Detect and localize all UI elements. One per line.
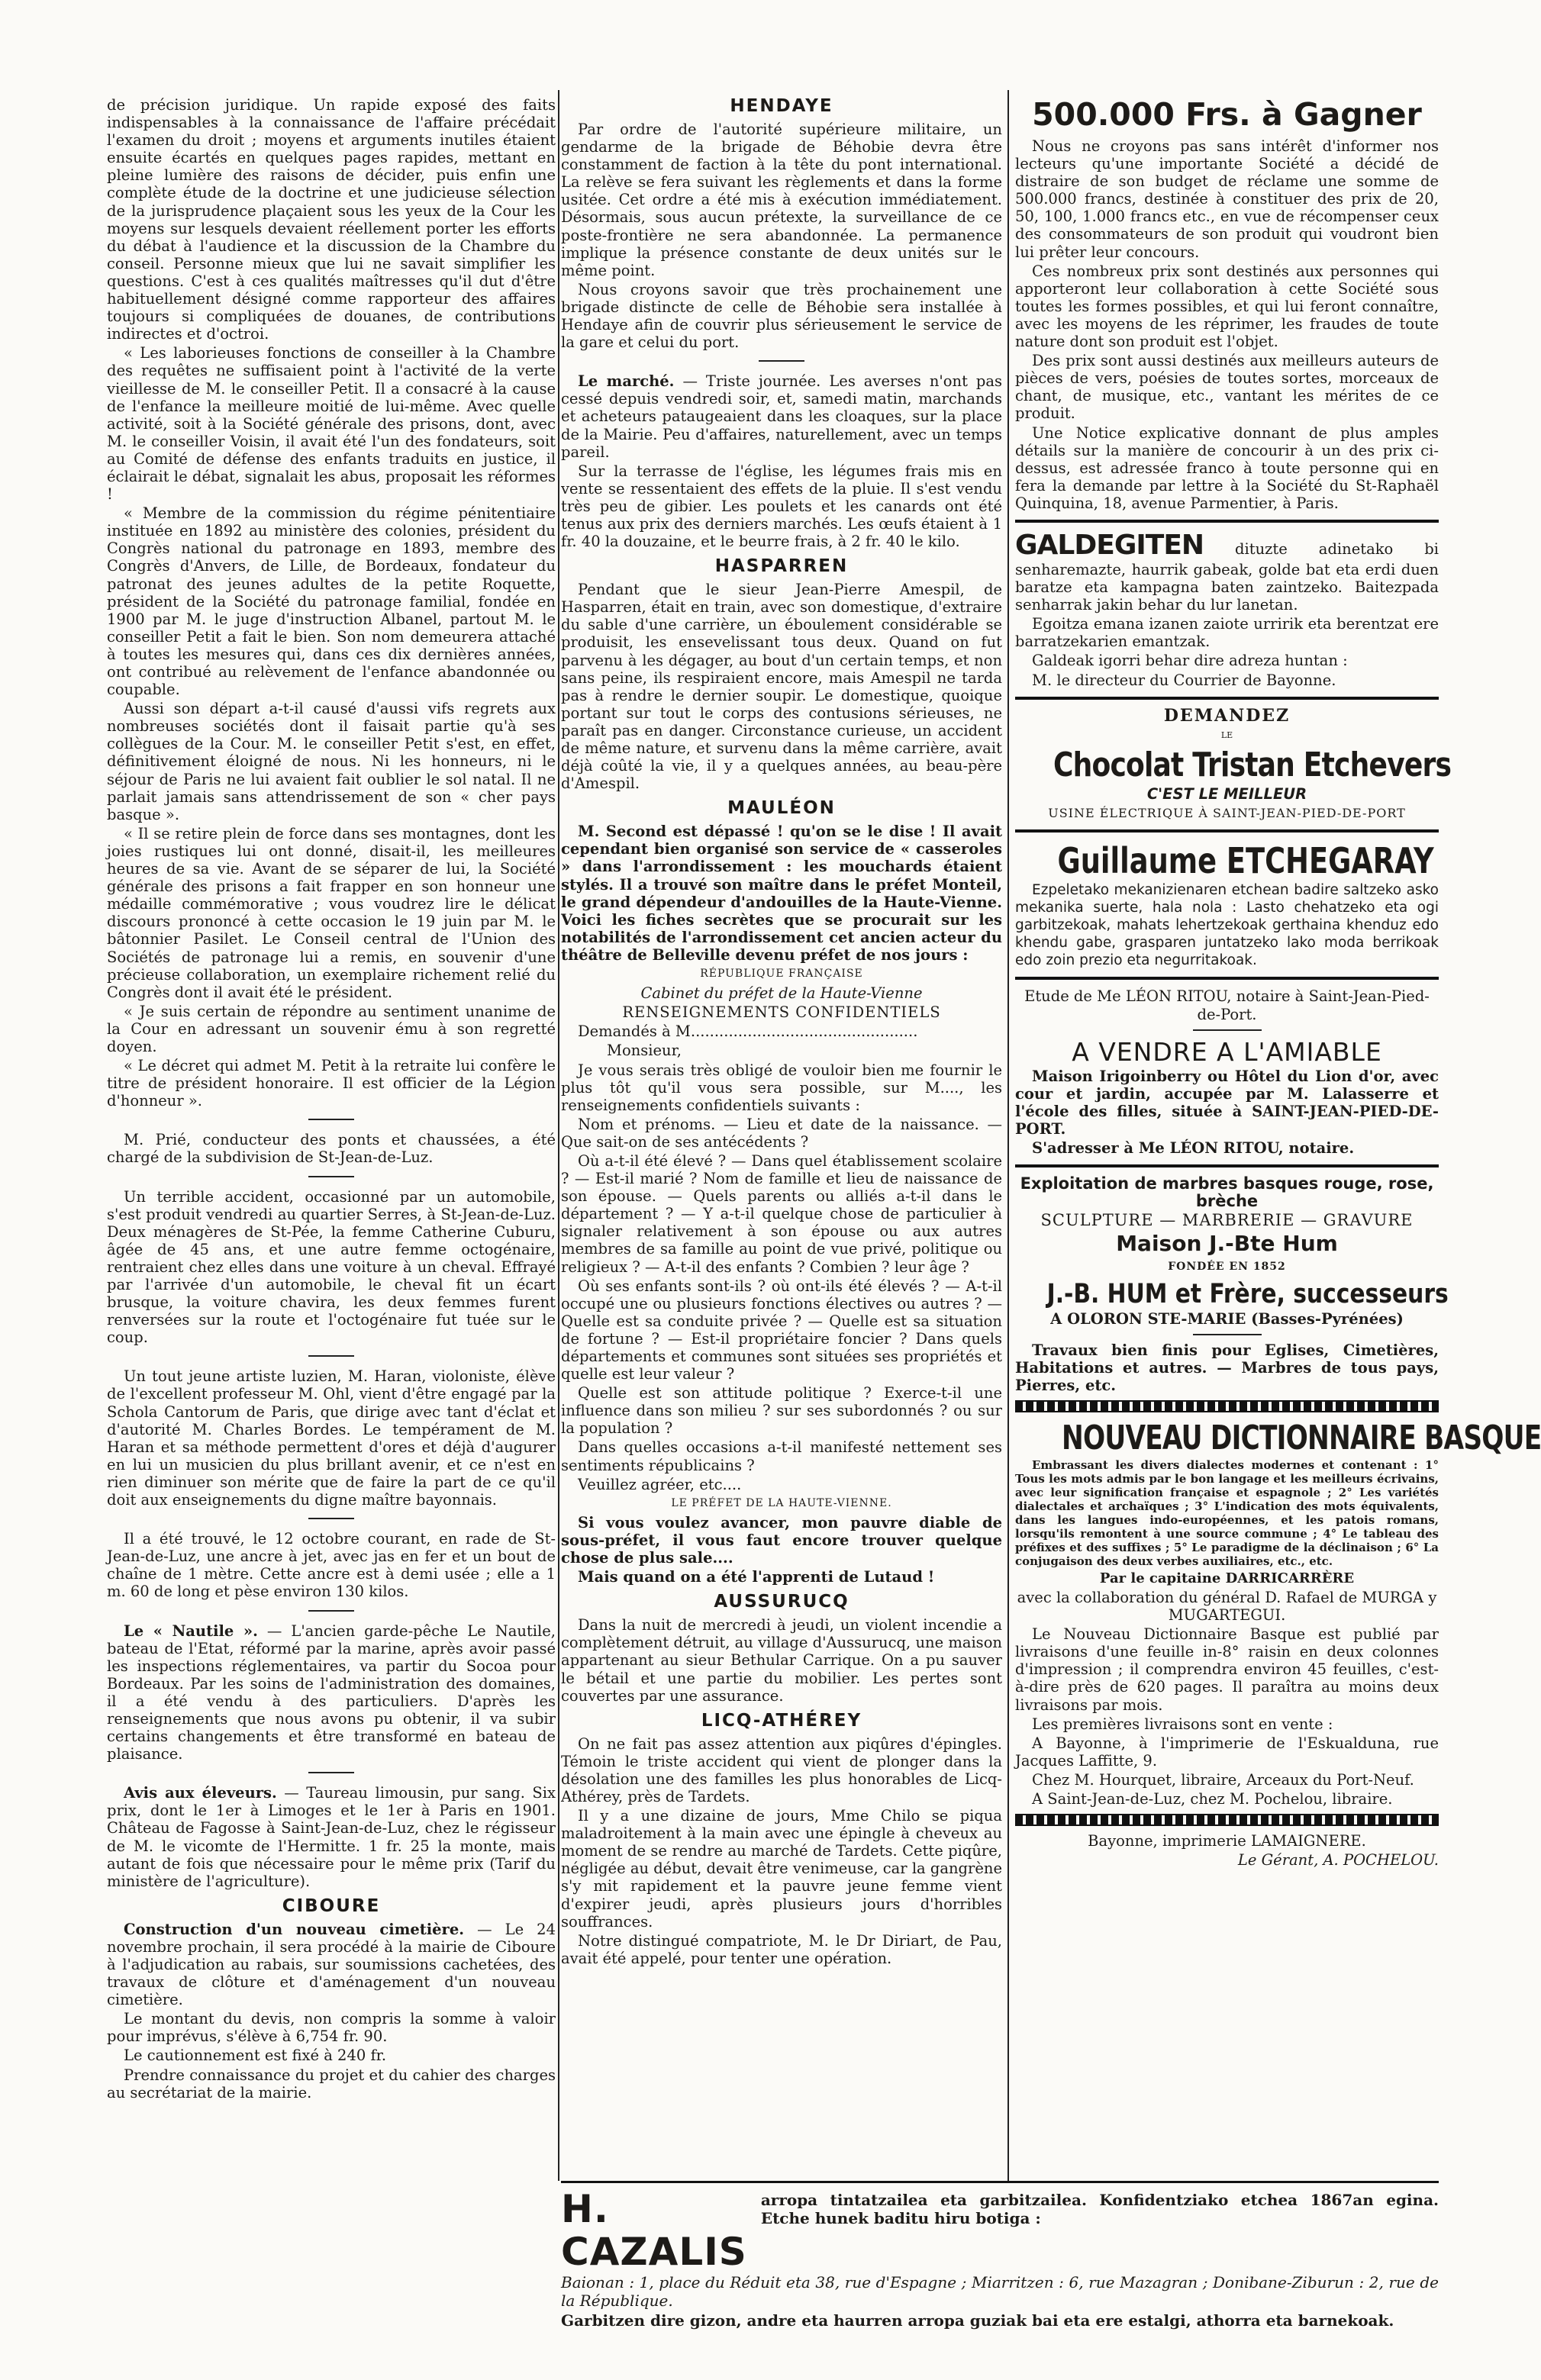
le-label: LE	[1220, 729, 1233, 740]
dict-collab: avec la collaboration du général D. Rafael de MURGA y MUGARTEGUI.	[1017, 1588, 1437, 1625]
article-text: — L'ancien garde-pêche Le Nautile, bateau de l'Etat, réformé par la marine, après avoir passé les inspections réglementaires, va partir du Socoa pour Bordeaux. Par les soins de l'administration des domaines, il a été vendu à des particuliers. D'après les renseignements que nous avons pu obtenir, il va subir certains changements et être transformé en bateau de plaisance.	[107, 1622, 556, 1763]
ad-paragraph: A Saint-Jean-de-Luz, chez M. Pochelou, libraire.	[1032, 1790, 1393, 1808]
column-3-adverts	[1015, 96, 1541, 2156]
letter-paragraph: Nom et prénoms. — Lieu et date de la naissance. — Que sait-on de ses antécédents ?	[561, 1115, 1002, 1151]
column-2	[561, 96, 1002, 2156]
guillaume-title: Guillaume ETCHEGARAY	[1057, 840, 1434, 881]
hum-frere-title: J.-B. HUM et Frère, successeurs	[1046, 1278, 1449, 1309]
section-heading: AUSSURUCQ	[714, 1592, 849, 1612]
ad-paragraph: Chez M. Hourquet, libraire, Arceaux du Port-Neuf.	[1032, 1770, 1414, 1789]
ad-paragraph: Une Notice explicative donnant de plus amples détails sur la manière de concourir à un des prix ci-dessus, est adressée franco à toute personne qui en fera la demande par lettre à la Société du St-Raphaël Quinquina, 18, avenue Parmentier, à Paris.	[1015, 424, 1439, 512]
ad-paragraph: Ces nombreux prix sont destinés aux personnes qui apporteront leur collaboration à cette Société sous toutes les formes possibles, et qui lui feront connaître, avec les moyens de les réprimer, les fraudes de toute nature dont son produit est l'objet.	[1015, 262, 1439, 351]
letter-paragraph: Quelle est son attitude politique ? Exerce-t-il une influence dans son milieu ? sur ses subordonnés ? ou sur la population ?	[561, 1384, 1002, 1438]
article-paragraph: Un terrible accident, occasionné par un automobile, s'est produit vendredi au quartier Serres, à St-Jean-de-Luz. Deux ménagères de St-Pée, la femme Catherine Cuburu, âgée de 45 ans, et une autre femme octogénaire, rentraient chez elles dans une voiture à un cheval. Effrayé par l'arrivée d'un automobile, le cheval fit un écart brusque, la voiture chavira, les deux femmes furent renversées sur la route et l'octogénaire fut tuée sur le coup.	[107, 1187, 556, 1347]
ad-paragraph: M. le directeur du Courrier de Bayonne.	[1032, 671, 1336, 689]
article-lead: Construction d'un nouveau cimetière.	[124, 1920, 465, 1938]
letter-line: Demandés à M................................................	[578, 1023, 918, 1041]
ad-paragraph: Ezpeletako mekanizienaren etchean badire saltzeko asko mekanika suerte, hala nola : Lasto chehatzeko eta ogi garbitzekoak, mahats lehertzekoak gerthaina khenduz edo khendu gabe, grasparen juntatzeko lako moda berrikoak edo zoin prezio eta negurritakoak.	[1015, 882, 1439, 969]
separator	[308, 1355, 354, 1357]
article-text: — Le 24 novembre prochain, il sera procédé à la mairie de Ciboure à l'adjudication au rabais, sur soumissions cachetées, des travaux de clôture et d'aménagement d'un nouveau cimetière.	[107, 1920, 556, 2009]
separator	[308, 1176, 354, 1177]
section-heading: LICQ-ATHÉREY	[701, 1710, 862, 1731]
article-paragraph	[107, 1784, 556, 1890]
letter-header: RÉPUBLIQUE FRANÇAISE	[700, 968, 863, 981]
article-paragraph	[107, 1622, 556, 1763]
letter-paragraph: Dans quelles occasions a-t-il manifesté nettement ses sentiments républicains ?	[561, 1438, 1002, 1474]
cazalis-line: Garbitzen dire gizon, andre eta haurren arropa guziak bai eta ere estalgi, athorra eta barnekoak.	[561, 2311, 1394, 2330]
ad-paragraph: A Bayonne, à l'imprimerie de l'Eskualduna, rue Jacques Laffitte, 9.	[1015, 1734, 1439, 1770]
imprint-line: Bayonne, imprimerie LAMAIGNERE.	[1088, 1832, 1366, 1850]
column-rule-left	[558, 90, 559, 2181]
section-heading: HENDAYE	[730, 96, 833, 116]
ad-divider	[1015, 520, 1439, 523]
ad-paragraph: Egoitza emana izanen zaiote urririk eta berentzat ere barratzekarien emantzak.	[1015, 615, 1439, 651]
ad-paragraph: Le Nouveau Dictionnaire Basque est publié par livraisons d'une feuille in-8° raisin en deux colonnes d'impression ; il comprendra environ 45 feuilles, c'est-à-dire près de 620 pages. Il paraîtra au moins deux livraisons par mois.	[1015, 1625, 1439, 1714]
cazalis-title: H. CAZALIS	[561, 2187, 747, 2274]
article-paragraph: Par ordre de l'autorité supérieure militaire, un gendarme de la brigade de Béhobie devra être constamment de faction à la tête du pont international. La relève se fera suivant les règlements et dans la forme usitée. Cet ordre a été mis à exécution immédiatement. Désormais, sous aucun prétexte, la surveillance de ce poste-frontière ne sera abandonnée. La permanence implique la présence constante de deux unités sur le même point.	[561, 121, 1002, 279]
ad-paragraph: Travaux bien finis pour Eglises, Cimetières, Habitations et autres. — Marbres de tous pays, Pierres, etc.	[1015, 1341, 1439, 1394]
article-paragraph: Pendant que le sieur Jean-Pierre Amespil, de Hasparren, était en train, avec son domestique, d'extraire du sable d'une carrière, un éboulement considérable se produisit, les ensevelissant tous deux. Quand on fut parvenu à les dégager, au bout d'un certain temps, et non sans peine, ils respiraient encore, mais Amespil ne tarda pas à rendre le dernier soupir. Le domestique, quoique portant sur tout le corps des contusions sérieuses, ne paraît pas en danger. Circonstance curieuse, un accident de même nature, et survenu dans la même carrière, avait déjà coûté la vie, il y a quelques années, au beau-père d'Amespil.	[561, 581, 1002, 793]
gerant-line: Le Gérant, A. POCHELOU.	[1237, 1851, 1439, 1870]
ad-divider	[1015, 977, 1439, 980]
separator	[308, 1610, 354, 1612]
article-paragraph: Il y a une dizaine de jours, Mme Chilo se piqua maladroitement à la main avec une épingle à cheveux au moment de se rendre au marché de Tardets. Cette piqûre, négligée au début, devait être venimeuse, car la gangrène s'y mit rapidement et la pauvre jeune femme vient d'expirer jeudi, après plusieurs jours d'horribles souffrances.	[561, 1807, 1002, 1931]
ad-text: dituzte adinetako bi senharemazte, haurrik gabeak, golde bat eta erdi duen baratze eta kampagna baten zaintzeko. Baitezpada senharrak jakin behar du lur lanetan.	[1015, 539, 1439, 614]
ad-divider	[1015, 1164, 1439, 1167]
demandez-label: DEMANDEZ	[1163, 705, 1291, 726]
article-lead: Le « Nautile ».	[124, 1622, 258, 1640]
letter-paragraph: Je vous serais très obligé de vouloir bien me fournir le plus tôt qu'il vous sera possible, sur M...., les renseignements confidentiels suivants :	[561, 1061, 1002, 1114]
ad-paragraph: Les premières livraisons sont en vente :	[1032, 1715, 1333, 1733]
section-heading: MAULÉON	[727, 798, 836, 819]
letter-paragraph: Où ses enfants sont-ils ? où ont-ils été élevés ? — A-t-il occupé une ou plusieurs fonctions électives ou autres ? — Quelle est sa conduite privée ? — Quelle est sa situation de fortune ? — Est-il propriétaire foncier ? Dans quels départements et communes sont situées ses propriétés et quelle est leur valeur ?	[561, 1277, 1002, 1383]
article-paragraph	[561, 372, 1002, 460]
marbres-line: Exploitation de marbres basques rouge, rose, brèche	[1020, 1174, 1434, 1211]
separator	[308, 1518, 354, 1519]
article-paragraph: de précision juridique. Un rapide exposé des faits indispensables à la connaissance de l'affaire précédait l'examen du droit ; moyens et arguments inutiles étaient ensuite écartés en quelques pages rapides, mettant en pleine lumière des raisons de décider, puis enfin une complète étude de la doctrine et une judicieuse sélection de la jurisprudence plaçaient sous les yeux de la Cour les moyens sur lesquels devaient réellement porter les efforts du débat à l'audience et la discussion de la Chambre du conseil. Personne mieux que lui ne savait simplifier les questions. C'est à ces qualités maîtresses qu'il dut d'être habituellement désigné comme rapporteur des affaires toujours si compliquées de douanes, de contributions indirectes et d'octroi.	[107, 96, 556, 343]
article-paragraph: Notre distingué compatriote, M. le Dr Diriart, de Pau, avait été appelé, pour tenter une opération.	[561, 1931, 1002, 1967]
notary-line: Etude de Me LÉON RITOU, notaire à Saint-Jean-Pied-de-Port.	[1024, 987, 1430, 1023]
article-paragraph: Nous croyons savoir que très prochainement une brigade distincte de celle de Béhobie sera installée à Hendaye afin de couvrir plus sérieusement le service de la gare et celui du port.	[561, 280, 1002, 352]
cazalis-line: arropa tintatzailea eta garbitzailea. Konfidentziako etchea 1867an egina. Etche hunek baditu hiru botiga :	[760, 2191, 1439, 2227]
dict-author: Par le capitaine DARRICARRÈRE	[1099, 1570, 1355, 1586]
article-paragraph: « Les laborieuses fonctions de conseiller à la Chambre des requêtes ne suffisaient point à l'activité de la verte vieillesse de M. le conseiller Petit. Il a consacré à la cause de l'enfance la meilleure moitié de lui-même. Avec quelle activité, soit à la Société générale des prisons, dont, avec M. le conseiller Voisin, il avait été l'un des fondateurs, soit au Comité de défense des enfants traduits en justice, il éclairait le débat, signalait les abus, proposait les réformes !	[107, 344, 556, 504]
ad-divider	[1015, 697, 1439, 700]
letter-signature: LE PRÉFET DE LA HAUTE-VIENNE.	[671, 1496, 892, 1509]
article-paragraph: Dans la nuit de mercredi à jeudi, un violent incendie a complètement détruit, au village d'Aussurucq, une maison appartenant au sieur Bethular Carrique. On a pu sauver le bétail et une partie du mobilier. Les pertes sont couvertes par une assurance.	[561, 1616, 1002, 1705]
article-paragraph: M. Prié, conducteur des ponts et chaussées, a été chargé de la subdivision de St-Jean-de-Luz.	[107, 1131, 556, 1167]
ad-paragraph	[1015, 530, 1439, 614]
sculpture-line: SCULPTURE — MARBRERIE — GRAVURE	[1040, 1211, 1414, 1230]
chocolat-slogan: C'EST LE MEILLEUR	[1146, 784, 1307, 803]
article-paragraph: « Je suis certain de répondre au sentiment unanime de la Cour en adressant un souvenir ému à son regretté doyen.	[107, 1002, 556, 1055]
cazalis-line: Baionan : 1, place du Réduit eta 38, rue d'Espagne ; Miarritzen : 6, rue Mazagran ; Donibane-Ziburun : 2, rue de la République.	[561, 2273, 1439, 2310]
prize-ad-title: 500.000 Frs. à Gagner	[1032, 96, 1422, 133]
article-paragraph: Le montant du devis, non compris la somme à valoir pour imprévus, s'élève à 6,754 fr. 90.	[107, 2010, 556, 2046]
ad-divider-ornament	[1015, 1814, 1439, 1826]
chocolat-usine: USINE ÉLECTRIQUE À SAINT-JEAN-PIED-DE-PORT	[1048, 805, 1406, 820]
letter-paragraph: Où a-t-il été élevé ? — Dans quel établissement scolaire ? — Est-il marié ? Nom de famille et lieu de naissance de son épouse. — Quels parents ou alliés a-t-il dans le département ? — Y a-t-il quelque chose de particulier à signaler relativement à son épouse ou aux autres membres de sa famille au point de vue privé, politique ou religieux ? — A-t-il des enfants ? Combien ? leur âge ?	[561, 1151, 1002, 1276]
article-paragraph: On ne fait pas assez attention aux piqûres d'épingles. Témoin le triste accident qui vient de plonger dans la désolation une des familles les plus honorables de Licq-Athérey, près de Tardets.	[561, 1734, 1002, 1805]
article-paragraph: Mais quand on a été l'apprenti de Lutaud !	[578, 1568, 935, 1586]
section-heading: HASPARREN	[714, 556, 849, 577]
maison-hum-line: Maison J.-Bte Hum	[1116, 1231, 1338, 1257]
section-heading: CIBOURE	[282, 1895, 381, 1916]
article-paragraph: « Le décret qui admet M. Petit à la retraite lui confère le titre de président honoraire. Il est officier de la Légion d'honneur ».	[107, 1057, 556, 1110]
column-1	[107, 96, 556, 2286]
ad-paragraph: Des prix sont aussi destinés aux meilleurs auteurs de pièces de vers, poésies de toutes sortes, morceaux de chant, de musique, etc., vantant les mérites de ce produit.	[1015, 352, 1439, 423]
separator	[1193, 1334, 1262, 1335]
article-paragraph: Si vous voulez avancer, mon pauvre diable de sous-préfet, il vous faut encore trouver quelque chose de plus sale....	[561, 1513, 1002, 1567]
chocolat-title: Chocolat Tristan Etchevers	[1053, 745, 1452, 784]
article-paragraph: Le cautionnement est fixé à 240 fr.	[124, 2047, 387, 2065]
separator	[1193, 1029, 1262, 1031]
oloron-line: A OLORON STE-MARIE (Basses-Pyrénées)	[1050, 1309, 1404, 1328]
article-paragraph: Un tout jeune artiste luzien, M. Haran, violoniste, élève de l'excellent professeur M. Ohl, vient d'être engagé par la Schola Cantorum de Paris, que dirige avec tant d'éclat et d'autorité M. Charles Bordes. Le tempérament de M. Haran et sa méthode permettent d'ores et déjà d'augurer en lui un musicien du plus brillant avenir, et ce n'est en rien diminuer son mérite que de faire la part de ce qu'il doit aux enseignements du digne maître bayonnais.	[107, 1367, 556, 1509]
ad-paragraph: Maison Irigoinberry ou Hôtel du Lion d'or, avec cour et jardin, accupée par M. Lalasserre et l'école des filles, située à SAINT-JEAN-PIED-DE-PORT.	[1015, 1067, 1439, 1138]
article-paragraph: Prendre connaissance du projet et du cahier des charges au secrétariat de la mairie.	[107, 2066, 556, 2101]
ad-paragraph: Galdeak igorri behar dire adreza huntan :	[1032, 652, 1348, 670]
dictionnaire-title: NOUVEAU DICTIONNAIRE BASQUE	[1062, 1418, 1541, 1457]
article-lead: Avis aux éleveurs.	[124, 1784, 277, 1802]
cazalis-ad	[561, 2181, 1439, 2328]
article-text: — Triste journée. Les averses n'ont pas cessé depuis vendredi soir, et, samedi matin, marchands et acheteurs pataugeaient dans les cloaques, sur la place de la Mairie. Peu d'affaires, naturellement, avec un temps pareil.	[561, 372, 1002, 461]
article-paragraph: « Membre de la commission du régime pénitentiaire instituée en 1892 au ministère des colonies, président du Congrès national du patronage en 1893, membre des Congrès d'Anvers, de Lille, de Bordeaux, fondateur du patronat des jeunes adultes de la petite Roquette, président de la Société du patronage familial, fondée en 1900 par M. le juge d'instruction Albanel, partout M. le conseiller Petit a fait le bien. Son nom demeurera attaché à toutes les mesures qui, dans ces dix dernières années, ont contribué au relèvement de l'enfance abandonnée ou coupable.	[107, 504, 556, 699]
fondee-line: FONDÉE EN 1852	[1168, 1261, 1286, 1274]
letter-header: Cabinet du préfet de la Haute-Vienne	[640, 984, 923, 1003]
article-paragraph: « Il se retire plein de force dans ses montagnes, dont les joies rustiques lui ont donné, disait-il, les meilleures heures de sa vie. Avant de se séparer de lui, la Société générale des prisons a fait frapper en son honneur une médaille commémorative ; vous voudrez lire le délicat discours prononcé à cette occasion le 19 juin par M. le bâtonnier Pasilet. Le Conseil central de l'Union des Sociétés de patronage lui a remis, en souvenir d'une précieuse collaboration, un exemplaire richement relié du Congrès dont il avait été le président.	[107, 824, 556, 1001]
article-paragraph: Il a été trouvé, le 12 octobre courant, en rade de St-Jean-de-Luz, une ancre à jet, avec jas en fer et un bout de chaîne de 1 mètre. Cette ancre est à demi usée ; elle a 1 m. 60 de long et pèse environ 130 kilos.	[107, 1530, 556, 1601]
separator	[308, 1772, 354, 1773]
letter-paragraph: Veuillez agréer, etc....	[578, 1475, 742, 1493]
column-rule-right	[1007, 90, 1009, 2181]
article-paragraph: Aussi son départ a-t-il causé d'aussi vifs regrets aux nombreuses sociétés dont il faisait partie qu'à ses collègues de la Cour. M. le conseiller Petit s'est, en effet, définitivement éloigné de nous. Ni les honneurs, ni le séjour de Paris ne lui avaient fait oublier le sol natal. Il ne parlait jamais sans attendrissement de son « cher pays basque ».	[107, 700, 556, 823]
article-lead: Le marché.	[578, 372, 675, 391]
article-paragraph: M. Second est dépassé ! qu'on se le dise ! Il avait cependant bien organisé son service de « casseroles » dans l'arrondissement : les mouchards étaient stylés. Il a trouvé son maître dans le préfet Monteil, le grand dépendeur d'andouilles de la Haute-Vienne. Voici les fiches secrètes que se procurait sur les notabilités de l'arrondissement cet ancien acteur du théâtre de Belleville devenu préfet de nos jours :	[561, 823, 1002, 964]
letter-line: Monsieur,	[607, 1042, 682, 1060]
article-text: — Taureau limousin, pur sang. Six prix, dont le 1er à Limoges et le 1er à Paris en 1901. Château de Fagosse à Saint-Jean-de-Luz, chez le régisseur de M. le vicomte de l'Hermitte. 1 fr. 25 la monte, mais autant de fois que nécessaire pour le même prix (Tarif du ministère de l'agriculture).	[107, 1784, 556, 1890]
ad-divider-ornament	[1015, 1400, 1439, 1412]
a-vendre-title: A VENDRE A L'AMIABLE	[1072, 1036, 1382, 1067]
ad-divider	[1015, 829, 1439, 833]
galdegiten-title: GALDEGITEN	[1015, 529, 1204, 561]
letter-header: RENSEIGNEMENTS CONFIDENTIELS	[622, 1003, 941, 1022]
article-paragraph: Sur la terrasse de l'église, les légumes frais mis en vente se ressentaient des effets de la pluie. Il s'est vendu très peu de gibier. Les poulets et les canards ont été tenus aux prix des derniers marchés. Les œufs étaient à 1 fr. 40 la douzaine, et le beurre frais, à 2 fr. 40 le kilo.	[561, 462, 1002, 551]
article-paragraph	[107, 1921, 556, 2008]
ad-paragraph: S'adresser à Me LÉON RITOU, notaire.	[1032, 1139, 1355, 1158]
ad-paragraph: Embrassant les divers dialectes modernes et contenant : 1° Tous les mots admis par le bon langage et les meilleurs écrivains, avec leur signification française et espagnole ; 2° Les variétés dialectales et archaïques ; 3° L'indication des mots équivalents, dans les langues indo-européennes, et les patois romans, lorsqu'ils remontent à une source commune ; 4° Le tableau des préfixes et des suffixes ; 5° Le paradigme de la déclinaison ; 6° La conjugaison des deux verbes auxiliaires, etc., etc.	[1015, 1457, 1439, 1568]
separator	[759, 360, 804, 362]
separator	[308, 1119, 354, 1120]
ad-paragraph: Nous ne croyons pas sans intérêt d'informer nos lecteurs qu'une importante Société a décidé de distraire de son budget de réclame une somme de 500.000 francs, destinée à constituer des prix de 20, 50, 100, 1.000 francs etc., en vue de récompenser ceux des consommateurs de son produit qui voudront bien lui prêter leur concours.	[1015, 137, 1439, 261]
